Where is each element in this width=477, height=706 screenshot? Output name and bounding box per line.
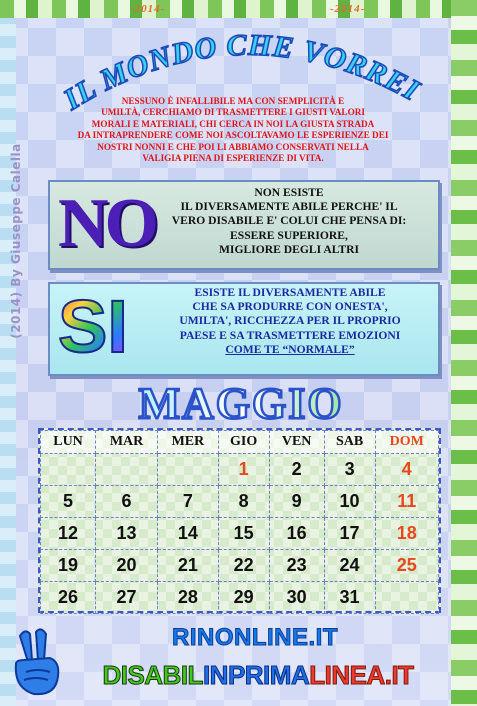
calendar: [38, 428, 441, 613]
no-line: IL DIVERSAMENTE ABILE PERCHE' IL: [180, 200, 398, 214]
calendar-day: 11: [375, 486, 439, 518]
no-box-text: [146, 186, 432, 257]
no-box: [48, 180, 440, 270]
calendar-day: 28: [158, 582, 219, 614]
intro-line: MORALI E MATERIALI, CHI CERCA IN NOI LA GIUSTA STRADA: [91, 118, 375, 129]
calendar-empty-cell: [96, 454, 158, 486]
calendar-body: [41, 454, 439, 614]
si-line: ESISTE IL DIVERSAMENTE ABILE: [194, 286, 386, 299]
calendar-week: [41, 486, 439, 518]
calendar-day: 24: [324, 550, 375, 582]
no-line: VERO DISABILE E' COLUI CHE PENSA DI:: [171, 214, 407, 228]
top-border: [0, 0, 477, 18]
calendar-day: 4: [375, 454, 439, 486]
weekday-header: VEN: [269, 431, 324, 454]
site2-part3: LINEA.IT: [309, 660, 414, 690]
si-box: [48, 282, 440, 376]
month-name: MAGGIO: [138, 379, 344, 426]
calendar-day: 25: [375, 550, 439, 582]
calendar-empty-cell: [375, 582, 439, 614]
weekday-header: MER: [158, 431, 219, 454]
no-line: MIGLIORE DEGLI ALTRI: [218, 242, 360, 256]
calendar-day: 6: [96, 486, 158, 518]
site2-part1: DISABIL: [102, 660, 203, 690]
peace-hand-icon: [6, 628, 66, 698]
year-decoration: -2014-: [130, 3, 166, 15]
intro-line: DA INTRAPRENDERE COME NOI ASCOLTAVAMO LE ESPERIENZE DEI: [77, 130, 389, 141]
calendar-day: 3: [324, 454, 375, 486]
calendar-day: 1: [218, 454, 269, 486]
site-link-rinonline[interactable]: RINONLINE.IT: [172, 624, 338, 651]
intro-line: NOSTRI NONNI E CHE POI LI ABBIAMO CONSERVATI NELLA: [97, 141, 369, 152]
calendar-day: 27: [96, 582, 158, 614]
weekday-header: GIO: [218, 431, 269, 454]
site2-part2: INPRIMA: [202, 660, 310, 690]
calendar-day: 20: [96, 550, 158, 582]
calendar-day: 31: [324, 582, 375, 614]
calendar-day: 12: [41, 518, 96, 550]
si-line: PAESE E SA TRASMETTERE EMOZIONI: [179, 328, 401, 342]
calendar-day: 16: [269, 518, 324, 550]
calendar-day: 30: [269, 582, 324, 614]
page-title: IL MONDO CHE VORREI: [58, 30, 426, 117]
right-border: [451, 0, 477, 706]
calendar-day: 7: [158, 486, 219, 518]
si-line: UMILTA', RICCHEZZA PER IL PROPRIO: [179, 314, 401, 328]
calendar-day: 13: [96, 518, 158, 550]
calendar-day: 23: [269, 550, 324, 582]
calendar-week: [41, 454, 439, 486]
si-line-underlined: COME TE “NORMALE”: [225, 342, 355, 356]
calendar-week: [41, 518, 439, 550]
no-word: NO: [58, 185, 155, 262]
year-decoration: -2014-: [330, 3, 366, 15]
calendar-day: 9: [269, 486, 324, 518]
si-word: SI: [58, 284, 142, 370]
author-credit: (2014) By Giuseppe Calella: [9, 143, 23, 339]
no-line: ESSERE SUPERIORE,: [230, 228, 348, 242]
calendar-day: 22: [218, 550, 269, 582]
weekday-header: MAR: [96, 431, 158, 454]
calendar-day: 21: [158, 550, 219, 582]
calendar-week: [41, 550, 439, 582]
calendar-day: 19: [41, 550, 96, 582]
month-banner: [96, 374, 386, 426]
calendar-day: 5: [41, 486, 96, 518]
intro-text: [48, 96, 418, 164]
calendar-empty-cell: [41, 454, 96, 486]
calendar-day: 10: [324, 486, 375, 518]
calendar-empty-cell: [158, 454, 219, 486]
calendar-day: 15: [218, 518, 269, 550]
weekday-header: LUN: [41, 431, 96, 454]
si-line: CHE SA PRODURRE CON ONESTA',: [192, 300, 388, 314]
site-link-disabilinprimalinea[interactable]: [58, 660, 458, 691]
calendar-day: 29: [218, 582, 269, 614]
weekday-header: DOM: [375, 431, 439, 454]
left-border: [0, 0, 16, 706]
weekday-row: [41, 431, 439, 454]
calendar-day: 18: [375, 518, 439, 550]
calendar-day: 8: [218, 486, 269, 518]
calendar-day: 14: [158, 518, 219, 550]
calendar-day: 17: [324, 518, 375, 550]
intro-line: NESSUNO È INFALLIBILE MA CON SEMPLICITÀ E: [121, 96, 345, 106]
calendar-grid: [40, 430, 439, 614]
weekday-header: SAB: [324, 431, 375, 454]
intro-line: UMILTÀ, CERCHIAMO DI TRASMETTERE I GIUSTI VALORI: [101, 107, 365, 118]
intro-line: VALIGIA PIENA DI ESPERIENZE DI VITA.: [142, 153, 324, 164]
calendar-day: 2: [269, 454, 324, 486]
calendar-week: [41, 582, 439, 614]
calendar-day: 26: [41, 582, 96, 614]
si-box-text: [148, 286, 432, 357]
no-line: NON ESISTE: [254, 186, 324, 199]
